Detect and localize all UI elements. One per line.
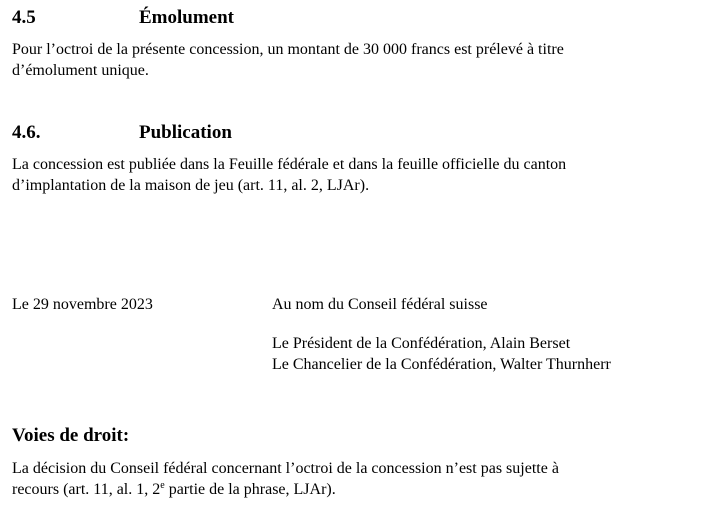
paragraph-line: d’implantation de la maison de jeu (art. 11, al. 2, LJAr). <box>12 177 370 194</box>
section-paragraph-emolument <box>12 39 712 81</box>
paragraph-line: Pour l’octroi de la présente concession, un montant de 30 000 francs est prélevé à titre <box>12 41 564 58</box>
paragraph-line: La concession est publiée dans la Feuille fédérale et dans la feuille officielle du canton <box>12 156 567 173</box>
section-paragraph-publication <box>12 154 712 196</box>
signature-date: Le 29 novembre 2023 <box>12 296 153 313</box>
section-title: Publication <box>139 122 232 143</box>
section-title: Émolument <box>139 7 234 28</box>
section-number: 4.5 <box>12 7 36 28</box>
appeal-paragraph <box>12 458 712 502</box>
signature-chancellor: Le Chancelier de la Confédération, Walter Thurnherr <box>272 356 611 373</box>
appeal-heading: Voies de droit: <box>12 425 130 446</box>
paragraph-line: d’émolument unique. <box>12 62 149 79</box>
paragraph-line <box>12 479 712 502</box>
signature-on-behalf: Au nom du Conseil fédéral suisse <box>272 296 488 313</box>
paragraph-line: La décision du Conseil fédéral concernant l’octroi de la concession n’est pas sujette à <box>12 460 559 477</box>
appeal-line2-end: partie de la phrase, LJAr). <box>164 481 336 498</box>
section-heading-emolument <box>12 7 234 29</box>
signature-president: Le Président de la Confédération, Alain Berset <box>272 335 571 352</box>
ordinal-superscript: e <box>160 480 165 491</box>
section-heading-publication <box>12 122 232 144</box>
appeal-line2-start: recours (art. 11, al. 1, 2 <box>12 481 161 498</box>
section-number: 4.6. <box>12 122 41 143</box>
